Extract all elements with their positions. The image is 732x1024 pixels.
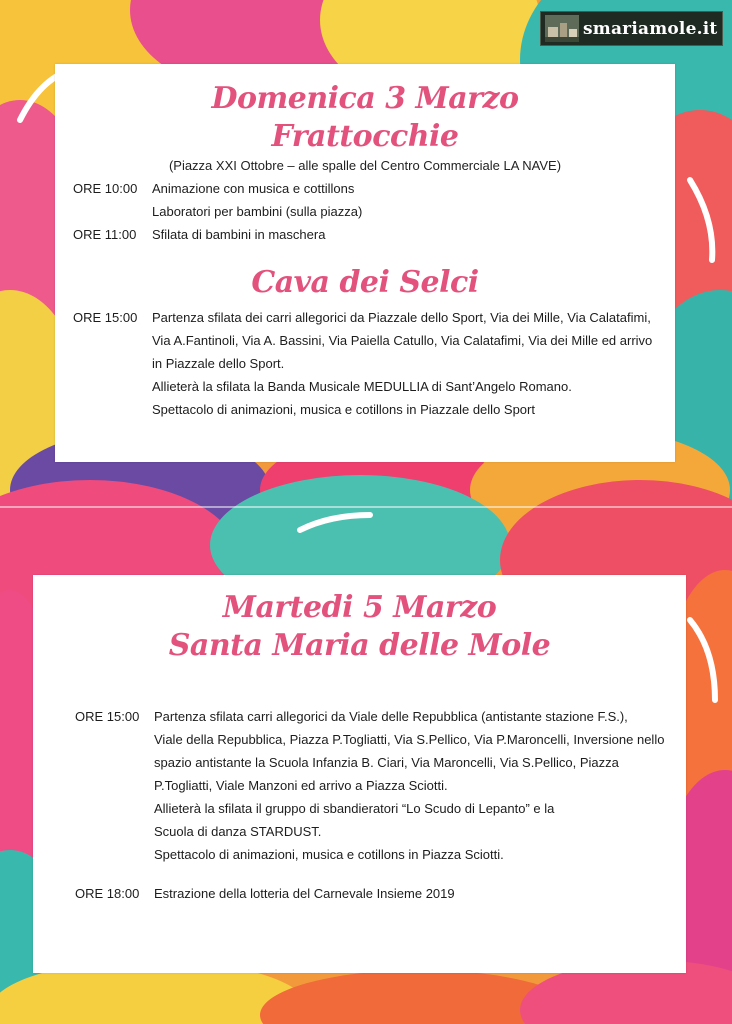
day1-location2-heading: Cava dei Selci xyxy=(251,265,479,300)
event-row xyxy=(75,882,676,905)
event-time: ORE 18:00 xyxy=(75,886,140,901)
day1-location1-note: (Piazza XXI Ottobre – alle spalle del Centro Commerciale LA NAVE) xyxy=(168,158,562,173)
event-row xyxy=(73,223,665,246)
event-time: ORE 11:00 xyxy=(73,227,137,242)
watermark-text: smariamole.it xyxy=(583,18,718,39)
event-line: Partenza sfilata dei carri allegorici da Piazzale dello Sport, Via dei Mille, Via Calatafimi, xyxy=(152,310,651,325)
day1-location1-heading: Frattocchie xyxy=(271,119,459,154)
program-card-day2 xyxy=(33,575,686,973)
event-line: Spettacolo di animazioni, musica e cotillons in Piazzale dello Sport xyxy=(152,402,535,417)
event-time: ORE 15:00 xyxy=(73,310,138,325)
event-line: Via A.Fantinoli, Via A. Bassini, Via Paiella Catullo, Via Calatafimi, Via dei Mille ed arrivo xyxy=(152,333,653,348)
site-watermark xyxy=(540,11,723,46)
event-row xyxy=(73,306,669,421)
event-line: Animazione con musica e cottillons xyxy=(152,181,355,196)
event-line: Spettacolo di animazioni, musica e cotillons in Piazza Sciotti. xyxy=(154,847,504,862)
event-line: Partenza sfilata carri allegorici da Viale delle Repubblica (antistante stazione F.S.), xyxy=(154,709,628,724)
event-line: Allieterà la sfilata la Banda Musicale MEDULLIA di Sant’Angelo Romano. xyxy=(152,379,572,394)
event-row xyxy=(73,177,665,223)
event-line: in Piazzale dello Sport. xyxy=(152,356,285,371)
day1-date-heading: Domenica 3 Marzo xyxy=(211,81,519,116)
day2-date-heading: Martedi 5 Marzo xyxy=(222,590,497,625)
town-photo-icon xyxy=(545,15,579,42)
event-line: Estrazione della lotteria del Carnevale Insieme 2019 xyxy=(154,886,455,901)
event-line: spazio antistante la Scuola Infanzia B. Ciari, Via Maroncelli, Via S.Pellico, Piazza xyxy=(154,755,619,770)
event-line: Scuola di danza STARDUST. xyxy=(154,824,322,839)
event-time: ORE 10:00 xyxy=(73,181,138,196)
event-line: P.Togliatti, Viale Manzoni ed arrivo a Piazza Sciotti. xyxy=(154,778,448,793)
event-time: ORE 15:00 xyxy=(75,709,140,724)
program-card-day1 xyxy=(55,64,675,462)
event-row xyxy=(75,705,676,866)
day2-location-heading: Santa Maria delle Mole xyxy=(168,628,551,663)
event-line: Viale della Repubblica, Piazza P.Togliatti, Via S.Pellico, Via P.Maroncelli, Inversione nello xyxy=(154,732,665,747)
event-line: Sfilata di bambini in maschera xyxy=(152,227,326,242)
event-line: Laboratori per bambini (sulla piazza) xyxy=(152,204,363,219)
event-line: Allieterà la sfilata il gruppo di sbandieratori “Lo Scudo di Lepanto” e la xyxy=(154,801,555,816)
